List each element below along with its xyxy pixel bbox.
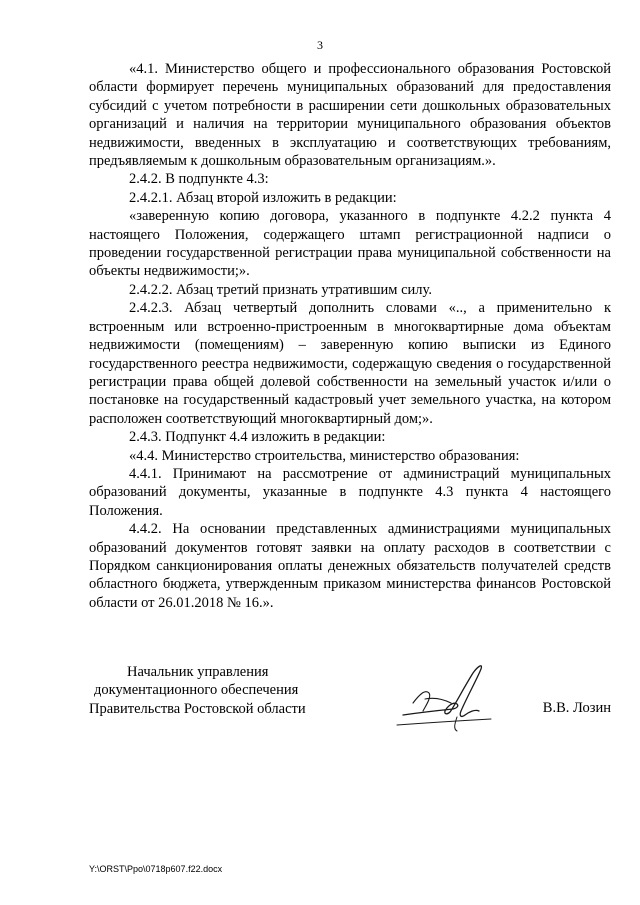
signatory-title-line-2: документационного обеспечения — [94, 682, 299, 699]
paragraph-4-4: «4.4. Министерство строительства, министерство образования: — [129, 447, 520, 464]
signatory-title — [89, 663, 306, 718]
paragraph-4-4-1: 4.4.1. Принимают на рассмотрение от администраций муниципальных образований документы, указанные в подпункте 4.3 пункта 4 настоящего Положения. — [89, 465, 611, 519]
paragraph-2-4-2-1: 2.4.2.1. Абзац второй изложить в редакции: — [129, 189, 397, 206]
handwritten-signature — [395, 659, 495, 733]
signatory-title-line-3: Правительства Ростовской области — [89, 700, 306, 717]
paragraph-2-4-2: 2.4.2. В подпункте 4.3: — [129, 171, 269, 188]
paragraph-4-1: «4.1. Министерство общего и профессионального образования Ростовской области формирует перечень муниципальных образований для предоставления субсидий с учетом потребности в расширении сети дошкольных образовательных организаций и наличия на территории муниципального образования объектов недвижимости, введенных в эксплуатацию и соответствующих требованиям, предъявляемым к дошкольным образовательным организациям.». — [89, 61, 611, 170]
signatory-title-line-1: Начальник управления — [127, 664, 269, 680]
signature-block — [89, 663, 611, 743]
paragraph-2-4-3: 2.4.3. Подпункт 4.4 изложить в редакции: — [129, 429, 386, 446]
page-number: 3 — [317, 38, 323, 52]
paragraph-2-4-2-1-text: «заверенную копию договора, указанного в подпункте 4.2.2 пункта 4 настоящего Положения, содержащего штамп регистрационной надписи о проведении государственной регистрации права муниципальной собственности на объекты недвижимости;». — [89, 208, 611, 280]
document-body — [89, 60, 611, 612]
document-file-path: Y:\ORST\Ppo\0718p607.f22.docx — [89, 864, 223, 874]
paragraph-4-4-2: 4.4.2. На основании представленных администрациями муниципальных образований документов готовят заявки на оплату расходов в соответствии с Порядком санкционирования оплаты денежных обязательств получателей средств областного бюджета, утвержденным приказом министерства финансов Ростовской области от 26.01.2018 № 16.». — [89, 521, 611, 611]
signatory-name: В.В. Лозин — [542, 700, 611, 716]
paragraph-2-4-2-2: 2.4.2.2. Абзац третий признать утратившим силу. — [129, 281, 432, 298]
paragraph-2-4-2-3: 2.4.2.3. Абзац четвертый дополнить словами «.., а применительно к встроенным или встроенно-пристроенным в многоквартирные дома объектам недвижимости (помещениям) – заверенную копию выписки из Единого государственного реестра недвижимости, содержащую сведения о государственной регистрации права общей долевой собственности на земельный участок и/или о постановке на государственный кадастровый учет земельного участка, на котором расположен соответствующий многоквартирный дом;». — [89, 300, 611, 427]
